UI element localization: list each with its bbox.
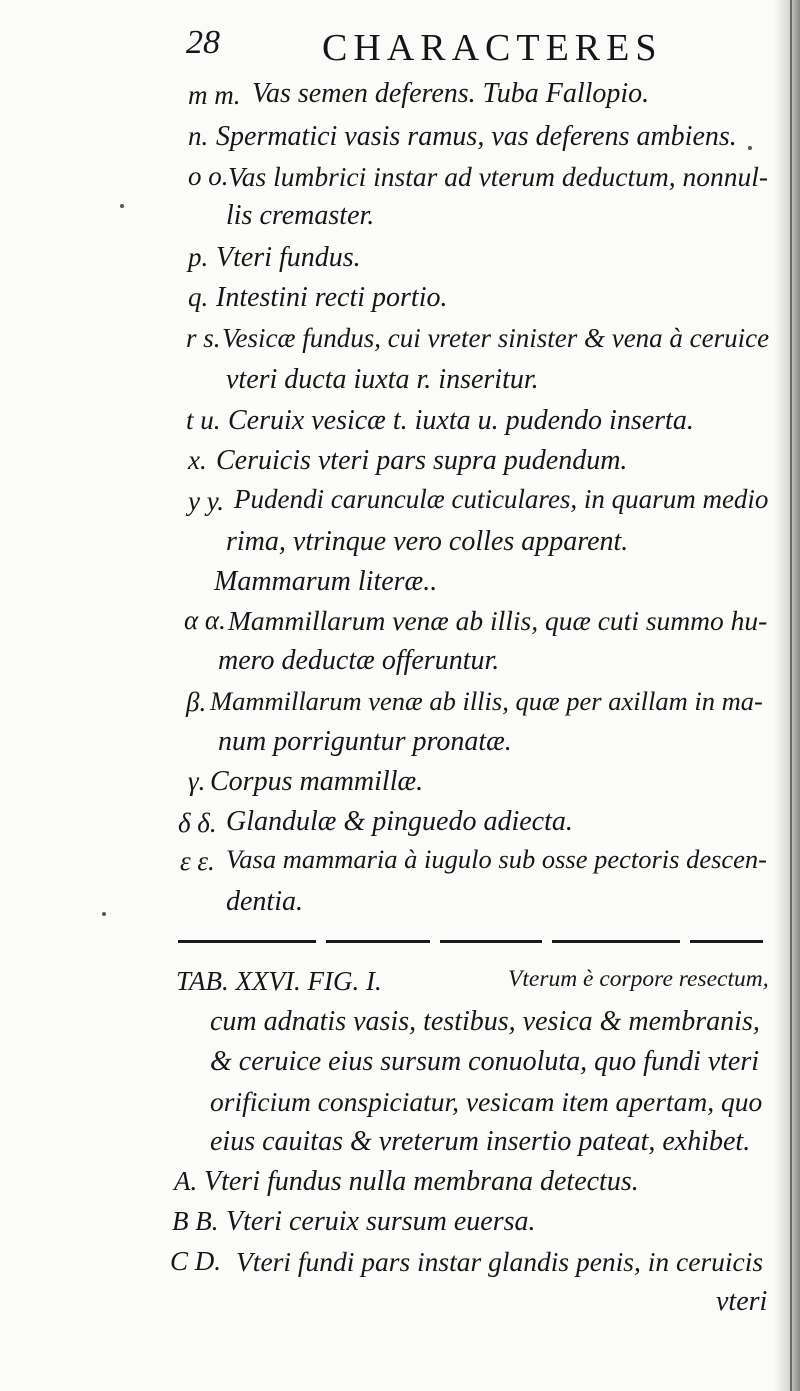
entry-text: Corpus mammillæ. [210, 766, 424, 797]
entry-mark: p. [188, 242, 209, 272]
entry-mark: ε ε. [180, 846, 215, 876]
entry-text: Vteri ceruix sursum euersa. [226, 1206, 536, 1237]
entry-text: Ceruicis vteri pars supra pudendum. [216, 445, 628, 476]
entry-mark: γ. [188, 766, 206, 796]
entry-mark: n. [188, 121, 209, 151]
entry-mark: α α. [184, 605, 226, 635]
entry-mark: q. [188, 282, 209, 312]
entry-text: Glandulæ & pinguedo adiecta. [226, 806, 573, 837]
section-divider [178, 940, 763, 943]
entry-text: Vteri fundi pars instar glandis penis, in ceruicis [236, 1246, 764, 1277]
entry-mark: A. [174, 1166, 198, 1196]
divider-gap [680, 938, 690, 945]
entry-text: Vasa mammaria à iugulo sub osse pectoris descen- [226, 844, 767, 874]
ink-speck [120, 204, 124, 208]
entry-text: vteri [716, 1286, 768, 1317]
entry-mark: x. [188, 445, 207, 475]
entry-text: Vesicæ fundus, cui vreter sinister & vena à ceruice [222, 323, 770, 353]
entry-text: vteri ducta iuxta r. inseritur. [226, 364, 539, 395]
divider-gap [542, 938, 552, 945]
entry-text: num porriguntur pronatæ. [218, 726, 512, 757]
entry-text: cum adnatis vasis, testibus, vesica & membranis, [210, 1006, 760, 1037]
entry-mark: t u. [186, 405, 221, 435]
entry-mark: δ δ. [178, 808, 217, 838]
entry-mark: m m. [188, 80, 241, 110]
entry-text: Vas semen deferens. Tuba Fallopio. [252, 78, 650, 109]
entry-text: Intestini recti portio. [216, 282, 448, 313]
entry-mark: y y. [188, 486, 224, 516]
entry-text: Mammillarum venæ ab illis, quæ cuti summo hu- [228, 605, 768, 636]
divider-gap [430, 938, 440, 945]
entry-mark: B B. [172, 1206, 219, 1236]
entry-text: mero deductæ offeruntur. [218, 645, 500, 676]
entry-text: Vteri fundus. [216, 242, 361, 273]
entry-text: rima, vtrinque vero colles apparent. [226, 526, 629, 557]
running-title: CHARACTERES [322, 27, 663, 69]
entry-text: orificium conspiciatur, vesicam item apertam, quo [210, 1086, 763, 1117]
entry-text: Vteri fundus nulla membrana detectus. [204, 1166, 639, 1197]
entry-text: Mammillarum venæ ab illis, quæ per axillam in ma- [210, 686, 763, 716]
entry-text: Vterum è corpore resectum, [508, 966, 769, 992]
entry-text: eius cauitas & vreterum insertio pateat, exhibet. [210, 1126, 751, 1157]
entry-text: Pudendi carunculæ cuticulares, in quarum medio [234, 484, 769, 514]
ink-speck [748, 146, 752, 150]
entry-mark: β. [186, 687, 207, 717]
page-number: 28 [186, 24, 220, 61]
entry-mark: C D. [170, 1246, 222, 1276]
entry-text: & ceruice eius sursum conuoluta, quo fundi vteri [210, 1046, 760, 1077]
figure-caption-label: TAB. XXVI. FIG. I. [176, 966, 382, 996]
ink-speck [102, 912, 106, 916]
section-heading: Mammarum literæ.. [214, 566, 438, 597]
entry-text: Ceruix vesicæ t. iuxta u. pudendo inserta. [228, 405, 694, 436]
entry-mark: o o. [188, 161, 229, 191]
entry-text: dentia. [226, 886, 303, 917]
entry-text: Vas lumbrici instar ad vterum deductum, nonnul- [228, 161, 769, 192]
entry-mark: r s. [186, 323, 221, 353]
entry-text: Spermatici vasis ramus, vas deferens ambiens. [216, 121, 737, 152]
entry-text: lis cremaster. [226, 200, 375, 231]
divider-gap [316, 938, 326, 945]
